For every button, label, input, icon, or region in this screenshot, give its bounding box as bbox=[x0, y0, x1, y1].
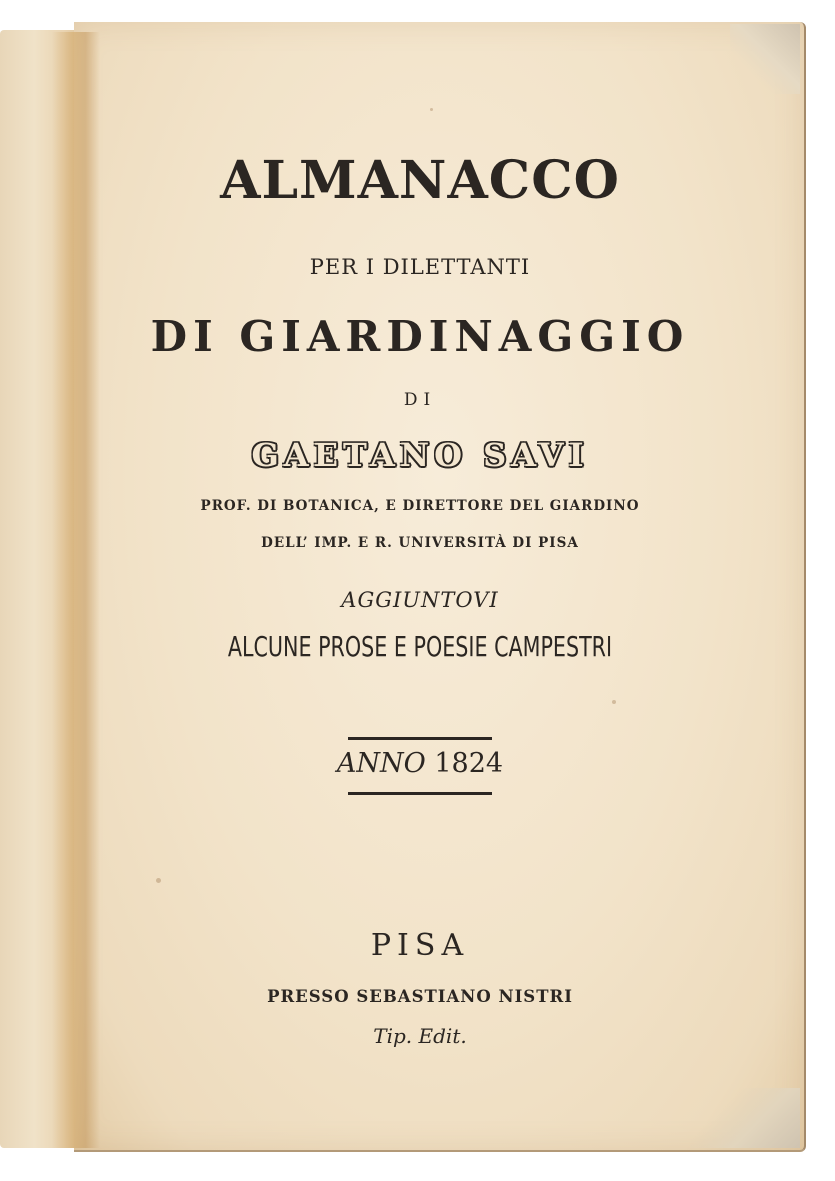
additions-text: ALCUNE PROSE E POESIE CAMPESTRI bbox=[227, 630, 613, 663]
paper-speck bbox=[156, 878, 161, 883]
rule-below-year bbox=[348, 792, 492, 795]
publisher: PRESSO SEBASTIANO NISTRI bbox=[267, 987, 573, 1006]
worn-corner-bottom bbox=[690, 1088, 800, 1148]
additions-heading: AGGIUNTOVI bbox=[341, 588, 499, 612]
city: PISA bbox=[370, 928, 470, 963]
author-title-2: DELL’ IMP. E R. UNIVERSITÀ DI PISA bbox=[261, 535, 579, 551]
year-line bbox=[100, 748, 740, 779]
imprint: Tip. Edit. bbox=[373, 1024, 467, 1048]
year-label: ANNO bbox=[336, 748, 426, 779]
subtitle-line-2: DI GIARDINAGGIO bbox=[150, 312, 690, 361]
paper-speck bbox=[430, 108, 433, 111]
paper-speck bbox=[612, 700, 616, 704]
year-value: 1824 bbox=[434, 748, 504, 779]
by-line: DI bbox=[403, 390, 437, 410]
author-name: GAETANO SAVI bbox=[251, 436, 589, 474]
worn-corner-top bbox=[730, 24, 800, 94]
author-title-1: PROF. DI BOTANICA, E DIRETTORE DEL GIARDINO bbox=[200, 498, 640, 514]
main-title: ALMANACCO bbox=[220, 150, 620, 211]
spine-stain bbox=[52, 32, 100, 1148]
rule-above-year bbox=[348, 737, 492, 740]
subtitle-line-1: PER I DILETTANTI bbox=[309, 255, 531, 279]
